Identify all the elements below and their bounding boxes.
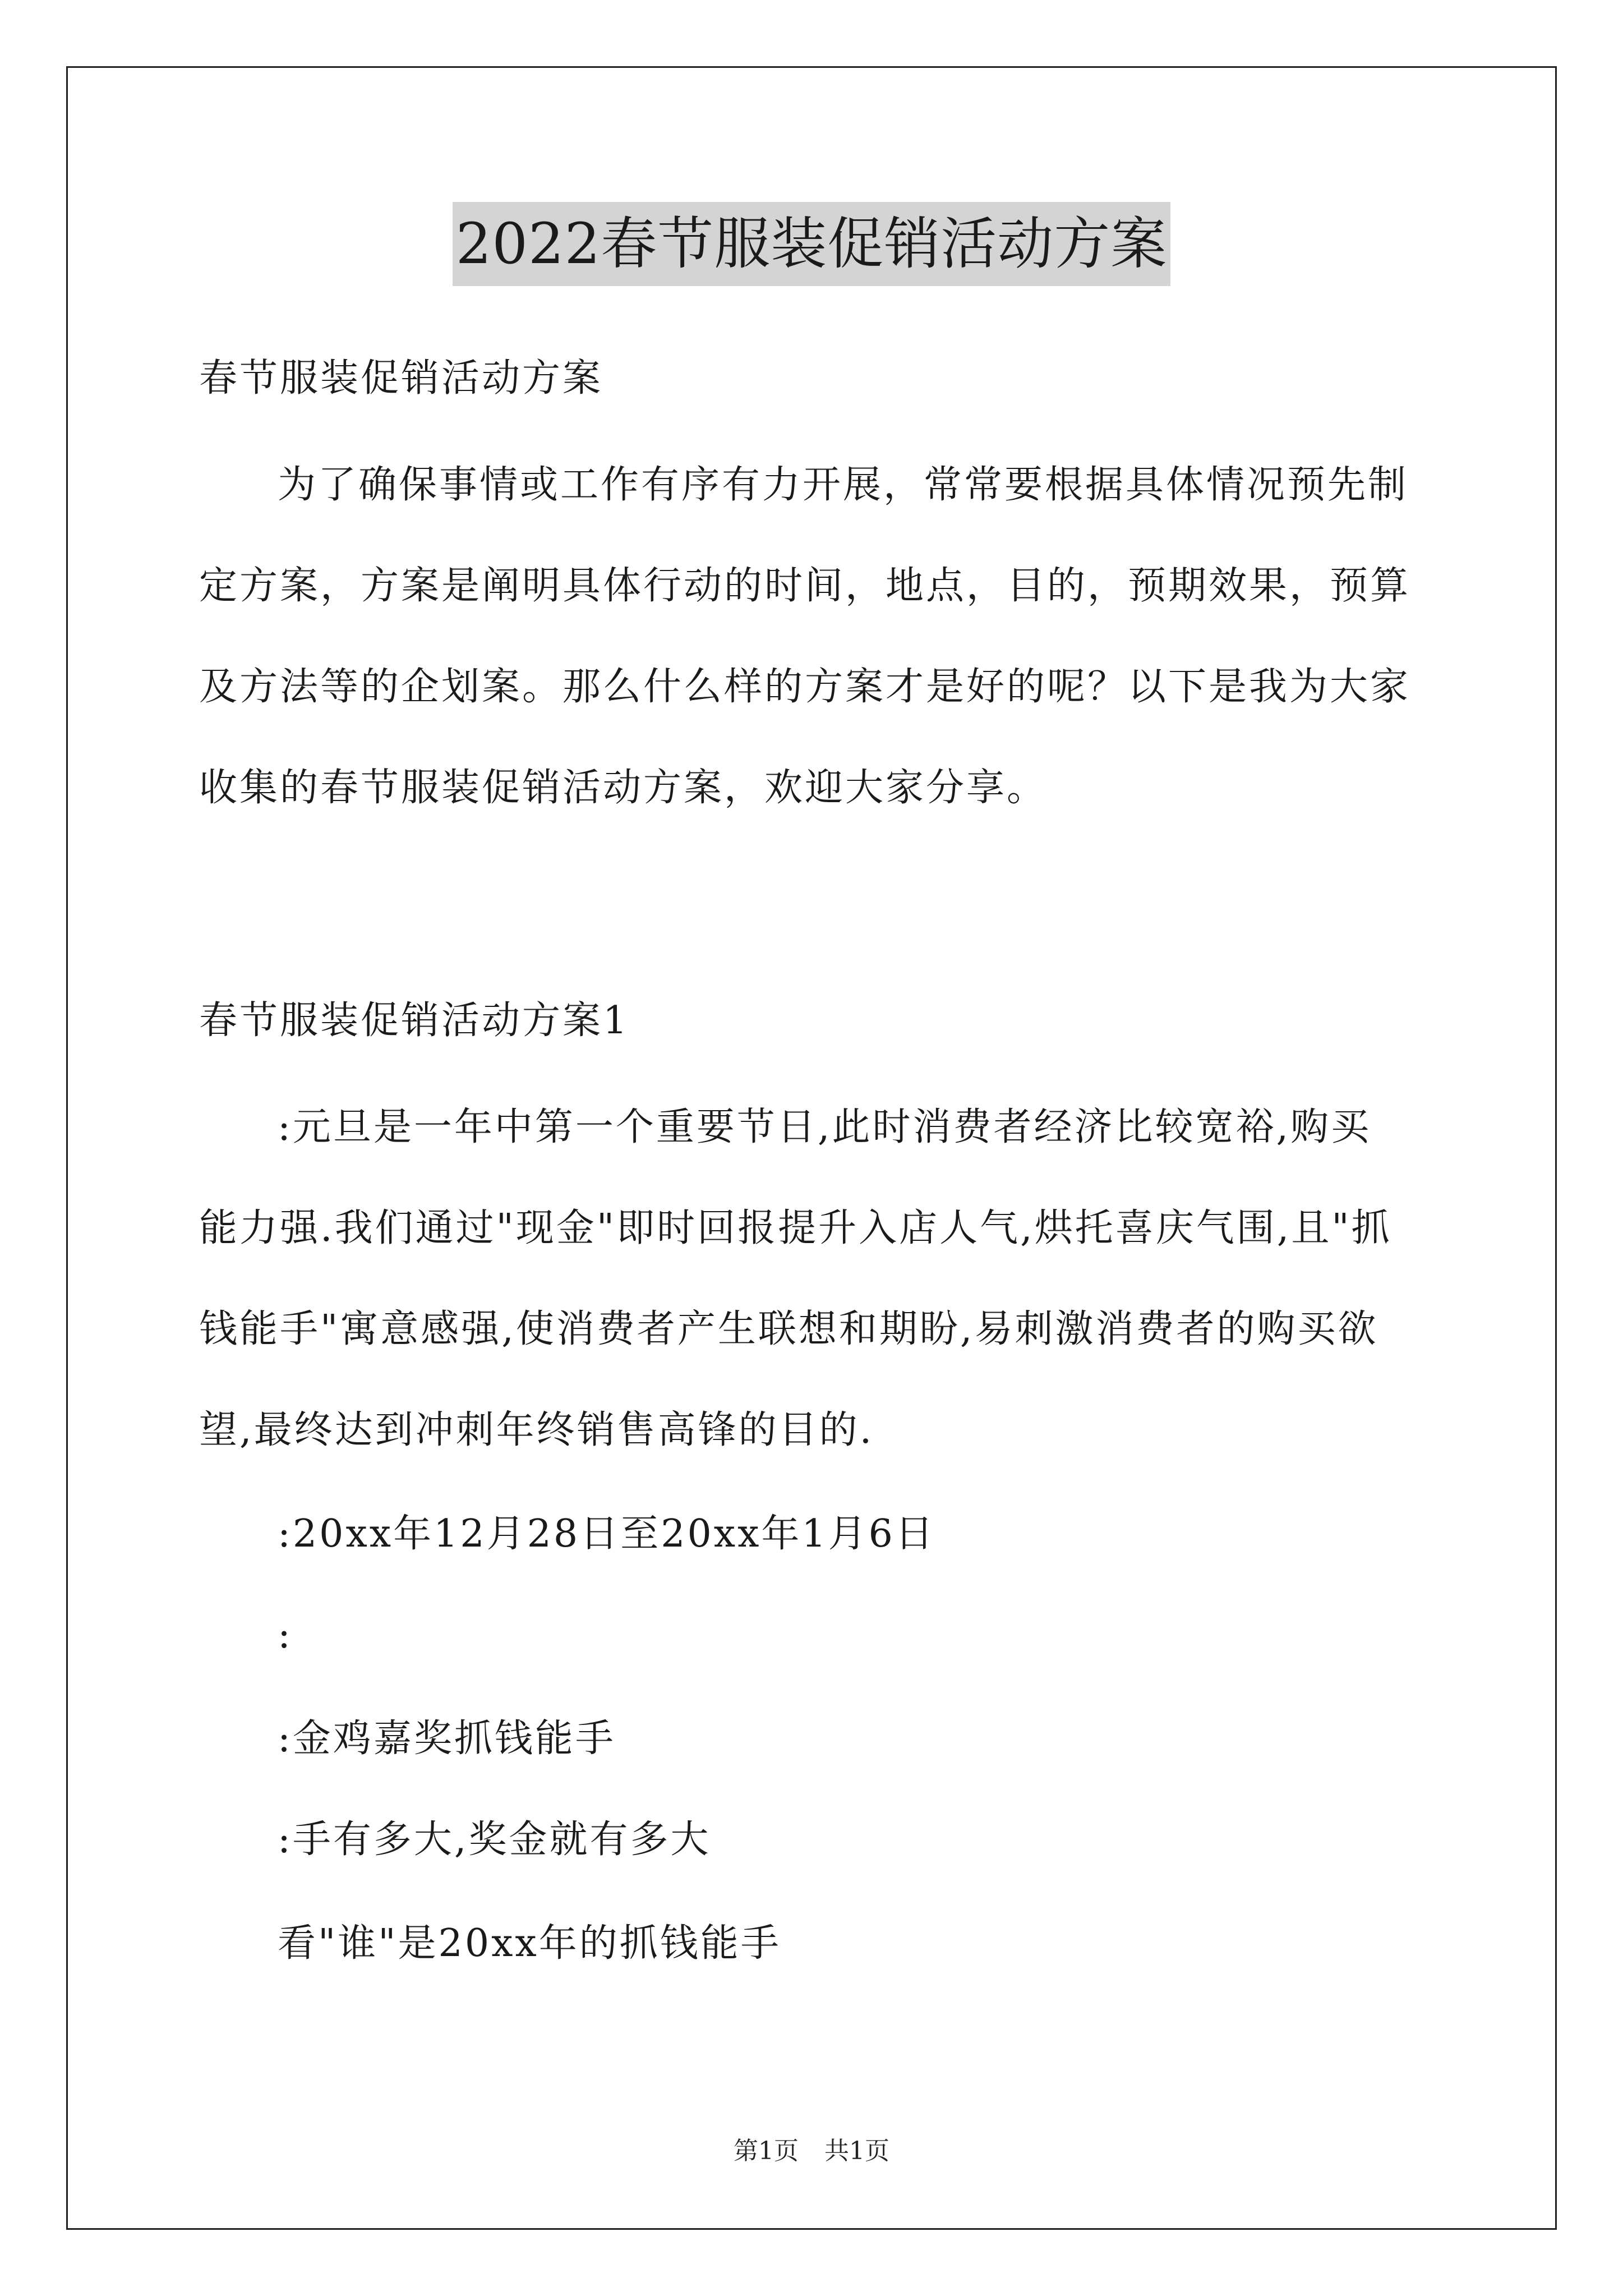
page-number-current: 第1页 — [734, 2137, 799, 2165]
title-container — [0, 202, 1623, 286]
page-footer — [0, 2134, 1623, 2168]
intro-line-3: 及方法等的企划案。那么什么样的方案才是好的呢？以下是我为大家 — [199, 665, 1411, 709]
intro-line-1: 为了确保事情或工作有序有力开展，常常要根据具体情况预先制 — [278, 463, 1409, 507]
intro-line-4: 收集的春节服装促销活动方案，欢迎大家分享。 — [199, 766, 1048, 810]
item-slogan: :手有多大,奖金就有多大 — [278, 1818, 711, 1862]
item-date: :20xx年12月28日至20xx年1月6日 — [278, 1512, 935, 1556]
section-line-3: 钱能手"寓意感强,使消费者产生联想和期盼,易刺激消费者的购买欲 — [199, 1307, 1378, 1351]
item-theme: :金鸡嘉奖抓钱能手 — [278, 1717, 616, 1761]
intro-line-2: 定方案，方案是阐明具体行动的时间，地点，目的，预期效果，预算 — [199, 564, 1411, 608]
document-subtitle: 春节服装促销活动方案 — [199, 356, 603, 401]
item-tagline: 看"谁"是20xx年的抓钱能手 — [278, 1921, 781, 1966]
document-title: 2022春节服装促销活动方案 — [453, 202, 1171, 286]
section-line-4: 望,最终达到冲刺年终销售高锋的目的. — [199, 1408, 874, 1452]
item-blank: : — [278, 1613, 293, 1657]
section-heading: 春节服装促销活动方案1 — [199, 999, 630, 1043]
section-line-2: 能力强.我们通过"现金"即时回报提升入店人气,烘托喜庆气围,且"抓 — [199, 1206, 1392, 1250]
section-line-1: :元旦是一年中第一个重要节日,此时消费者经济比较宽裕,购买 — [278, 1105, 1372, 1149]
page-number-total: 共1页 — [824, 2137, 889, 2165]
